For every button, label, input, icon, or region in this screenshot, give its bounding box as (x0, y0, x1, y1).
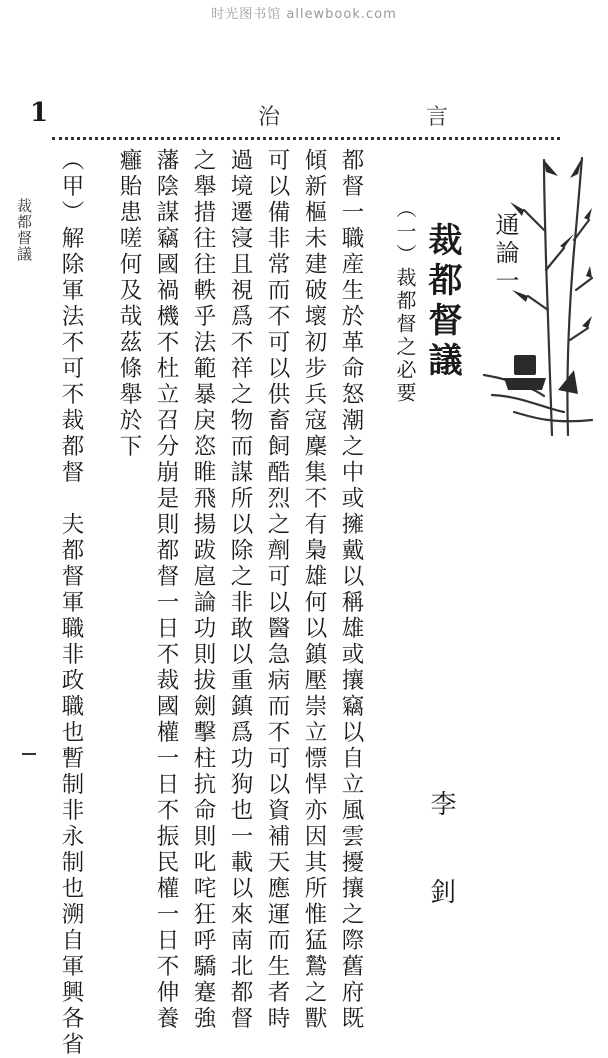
text-column-7: 癰貽患嗟何及哉茲條舉於下 (116, 148, 142, 460)
text-column-4: 過境遷寖且視爲不祥之物而謀所以除之非敢以重鎮爲功狗也一載以來南北都督 (227, 148, 253, 1032)
series-label: 通論一 (491, 212, 519, 296)
watermark: 时光图书馆 allewbook.com (211, 7, 397, 22)
text-column-3: 可以備非常而不可以供畜飼酷烈之劑可以醫急病而不可以資補天應運而生者時 (264, 148, 290, 1032)
text-column-6: 藩陰謀竊國禍機不杜立召分崩是則都督一日不裁國權一日不振民權一日不伸養 (153, 148, 179, 1032)
text-column-8: （甲）解除軍法不可不裁都督 夫都督軍職非政職也暫制非永制也溯自軍興各省 (58, 148, 84, 1058)
page-number: 1 (30, 98, 49, 128)
header-left-char: 治 (258, 105, 281, 130)
section-heading: （一）裁都督之必要 (393, 198, 417, 405)
text-column-1: 都督一職産生於革命怒潮之中或擁戴以稱雄或攘竊以自立風雲擾攘之際舊府既 (338, 148, 364, 1032)
text-column-5: 之舉措往往軼乎法範暴戾恣睢飛揚跋扈論功則拔劍擊柱抗命則叱咤狂呼驕蹇強 (190, 148, 216, 1032)
bamboo-illustration (474, 150, 594, 444)
text-column-2: 傾新樞未建破壞初步兵寇麇集不有梟雄何以鎮壓崇立慓悍亦因其所惟猛鷙之獸 (301, 148, 327, 1032)
header-right-char: 言 (426, 105, 449, 130)
side-page-mark (22, 753, 36, 755)
page-header (0, 96, 608, 136)
article-title: 裁都督議 (422, 222, 462, 382)
article-author: 李 釗 (426, 790, 456, 922)
header-dotted-rule (52, 137, 560, 140)
side-running-title: 裁都督議 (15, 198, 33, 262)
